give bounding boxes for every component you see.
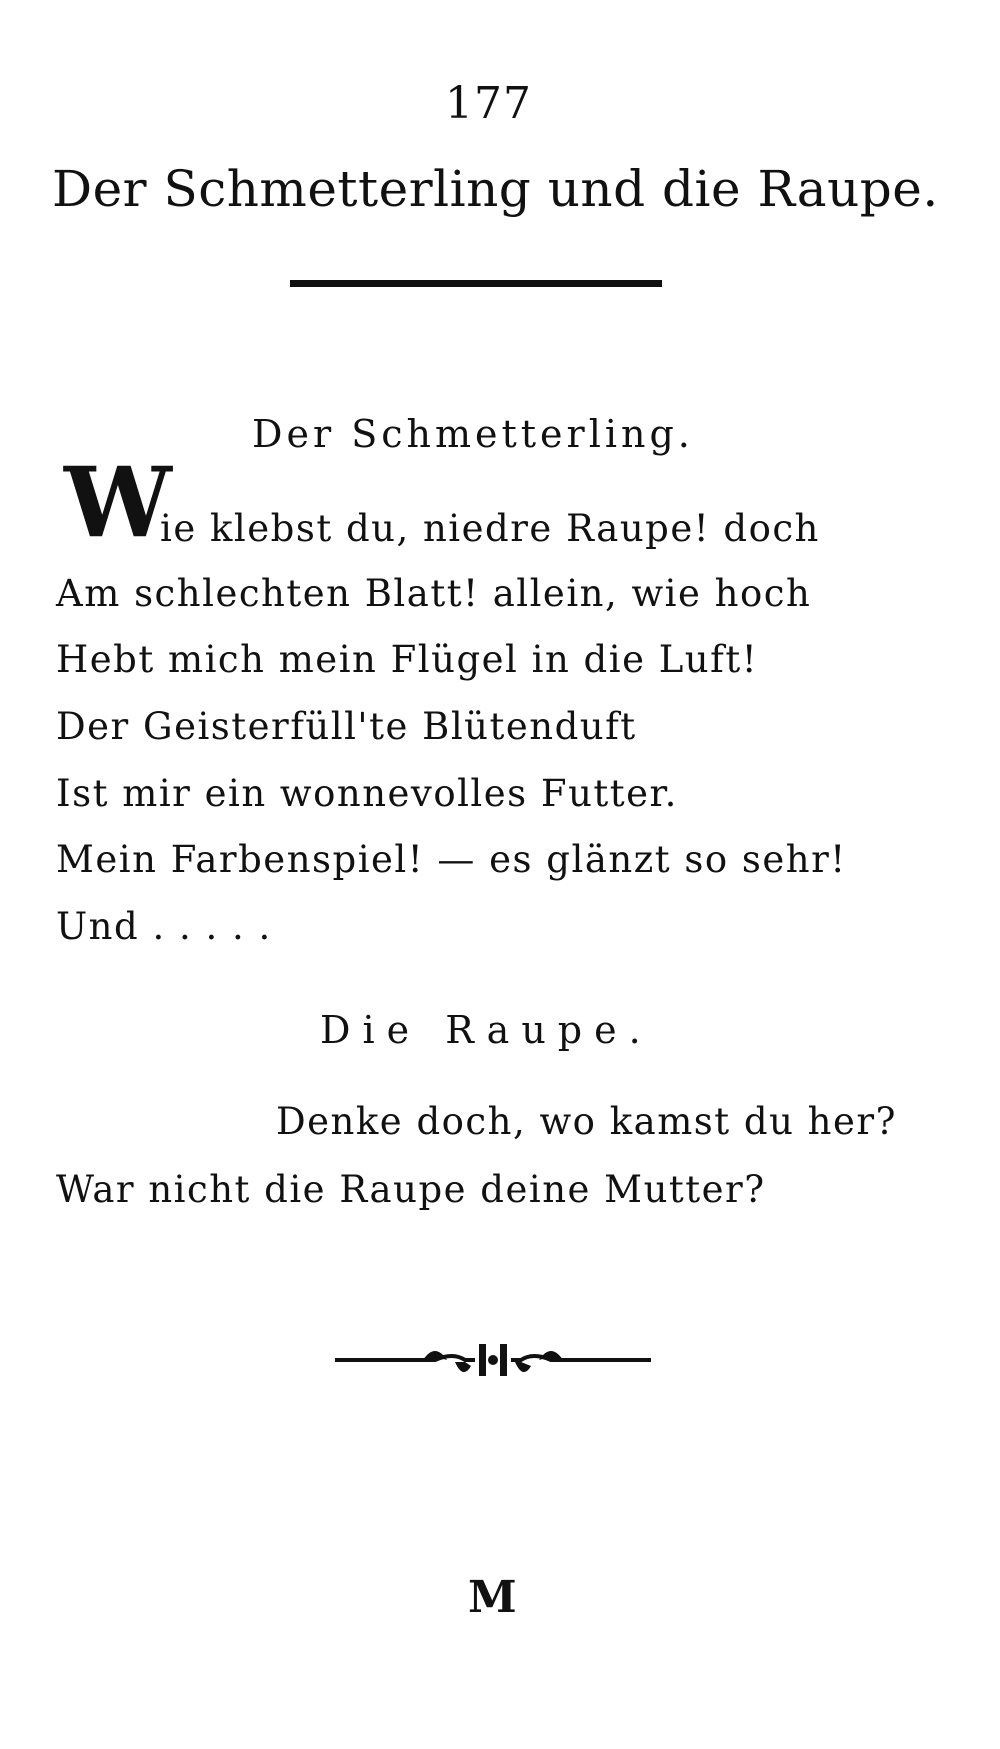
speaker-heading-caterpillar: Die Raupe. <box>320 1008 653 1052</box>
drop-cap: W <box>64 446 172 559</box>
poem-line-3: Hebt mich mein Flügel in die Luft! <box>56 638 759 681</box>
page-number: 177 <box>445 78 532 129</box>
poem-line-9: War nicht die Raupe deine Mutter? <box>56 1168 766 1211</box>
poem-line-7: Und . . . . . <box>56 905 272 948</box>
poem-line-2: Am schlechten Blatt! allein, wie hoch <box>56 572 812 615</box>
ornament-divider <box>335 1330 651 1386</box>
title-rule <box>290 280 662 287</box>
poem-line-1: ie klebst du, niedre Raupe! doch <box>160 507 820 550</box>
signature-mark: M <box>468 1572 517 1623</box>
poem-line-5: Ist mir ein wonnevolles Futter. <box>56 772 678 815</box>
poem-line-4: Der Geisterfüll'te Blütenduft <box>56 705 637 748</box>
page-title: Der Schmetterling und die Raupe. <box>52 160 939 218</box>
poem-line-6: Mein Farbenspiel! — es glänzt so sehr! <box>56 838 847 881</box>
speaker-heading-butterfly: Der Schmetterling. <box>252 412 694 456</box>
poem-line-8: Denke doch, wo kamst du her? <box>276 1100 897 1143</box>
